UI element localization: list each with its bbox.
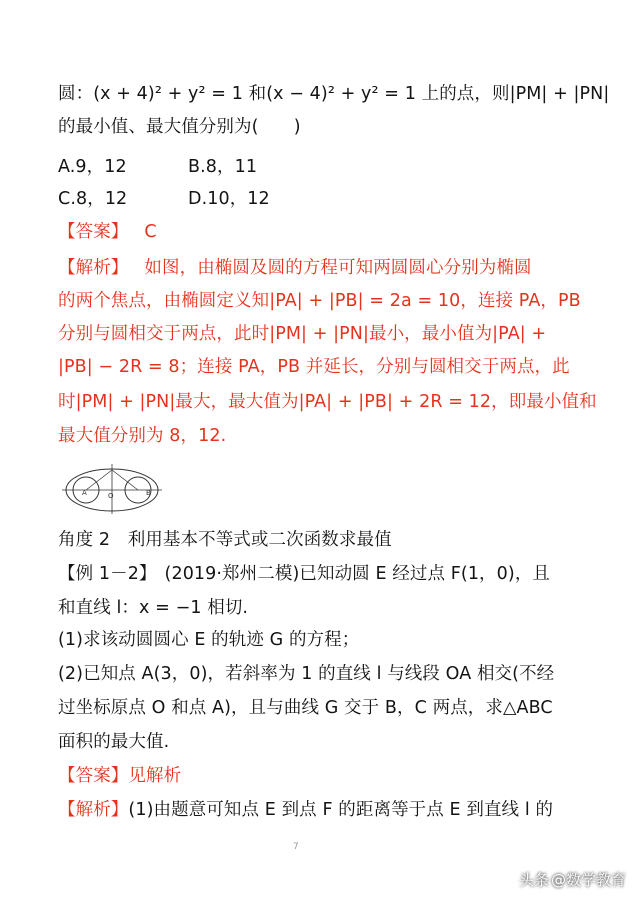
question-line-2: 的最小值、最大值分别为( ) [58,117,301,137]
answer-1 [58,220,157,244]
watermark-logo-icon: 头条 [518,870,549,889]
example-line-6: 面积的最大值. [58,732,170,752]
analysis-1-tag: 【解析】 [58,258,129,278]
option-b: B.8，11 [188,157,258,177]
watermark-text: @数学教育 [550,870,626,889]
answer-2-tag: 【答案】 [58,766,129,786]
watermark [519,868,626,890]
answer-1-tag: 【答案】 [58,222,129,242]
analysis-1-line-3: 分别与圆相交于两点，此时|PM| + |PN|最小，最小值为|PA| + [58,324,547,344]
analysis-1-line-4: |PB| − 2R = 8；连接 PA，PB 并延长，分别与圆相交于两点，此 [58,357,570,377]
analysis-1-line-1: 【解析】 如图，由椭圆及圆的方程可知两圆圆心分别为椭圆 [58,258,532,278]
analysis-2-tag: 【解析】 [58,800,129,820]
analysis-1-line-6: 最大值分别为 8，12. [58,426,227,446]
analysis-2 [58,798,553,822]
question-line-1: 圆：(x + 4)² + y² = 1 和(x − 4)² + y² = 1 上的点，则|PM| + |PN| [58,84,610,104]
answer-1-value: C [144,222,157,242]
figure-label-a: A [82,489,87,497]
ellipse-circles-figure [60,462,164,514]
example-line-5: 过坐标原点 O 和点 A)，且与曲线 G 交于 B，C 两点，求△ABC [58,698,553,718]
option-a: A.9，12 [58,157,127,177]
figure-label-b: B [146,489,151,497]
option-d: D.10，12 [188,189,270,209]
answer-2-value: 见解析 [128,766,182,786]
option-c: C.8，12 [58,189,128,209]
example-line-3: (1)求该动圆圆心 E 的轨迹 G 的方程； [58,630,360,650]
analysis-2-text: (1)由题意可知点 E 到点 F 的距离等于点 E 到直线 l 的 [128,800,554,820]
page-number: 7 [293,842,299,852]
section-2-heading: 角度 2 利用基本不等式或二次函数求最值 [58,530,392,550]
example-line-1: 【例 1－2】 (2019·郑州二模)已知动圆 E 经过点 F(1，0)，且 [58,564,551,584]
answer-2 [58,764,181,788]
example-line-4: (2)已知点 A(3，0)，若斜率为 1 的直线 l 与线段 OA 相交(不经 [58,664,555,684]
example-tag: 【例 1－2】 [58,564,157,584]
example-line-2: 和直线 l：x = −1 相切. [58,598,249,618]
figure-label-o: O [108,492,114,500]
analysis-1-line-5: 时|PM| + |PN|最大，最大值为|PA| + |PB| + 2R = 12，即最小值和 [58,392,597,412]
analysis-1-line-2: 的两个焦点，由椭圆定义知|PA| + |PB| = 2a = 10，连接 PA，PB [58,291,581,311]
